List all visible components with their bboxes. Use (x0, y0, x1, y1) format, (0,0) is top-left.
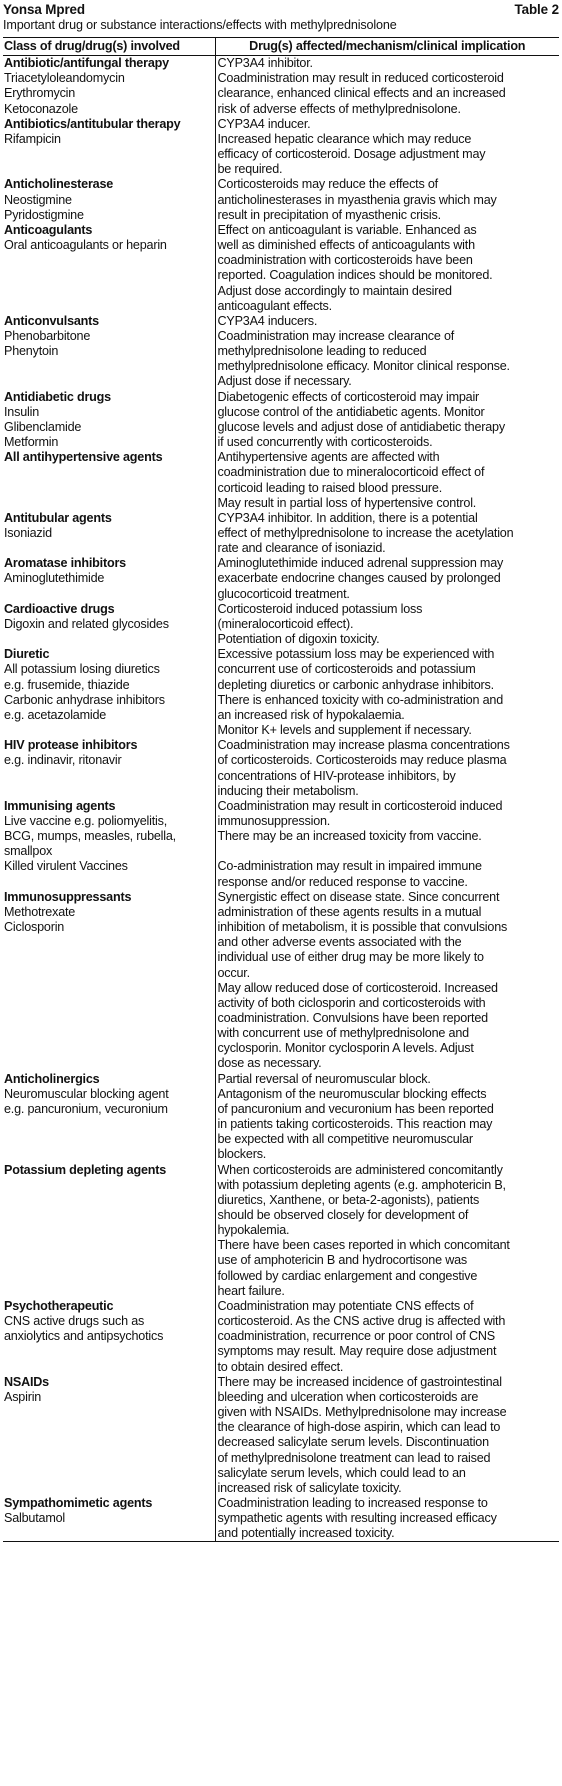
drug-name: Carbonic anhydrase inhibitors (4, 692, 165, 707)
drug-name: Metformin (4, 435, 59, 450)
drug-class-cell (3, 556, 215, 601)
drug-name: Aspirin (4, 1389, 42, 1404)
implication-line: given with NSAIDs. Methylprednisolone may increase (217, 1405, 507, 1420)
implication-cell (215, 799, 559, 890)
drug-name: anxiolytics and antipsychotics (4, 1329, 164, 1344)
implication-cell (215, 1299, 559, 1375)
implication-line: exacerbate endocrine changes caused by prolonged (217, 571, 501, 586)
implication-line: methylprednisolone efficacy. Monitor clinical response. (217, 359, 510, 374)
implication-line: Corticosteroids may reduce the effects of (217, 177, 438, 192)
implication-line: inhibition of metabolism, it is possible that convulsions (217, 920, 508, 935)
implication-line: anticoagulant effects. (217, 298, 332, 313)
implication-line: increased risk of salicylate toxicity. (217, 1480, 402, 1495)
implication-cell (215, 511, 559, 556)
implication-line: be expected with all competitive neuromuscular (217, 1132, 473, 1147)
table-row (3, 511, 559, 556)
implication-line: glucose levels and adjust dose of antidiabetic therapy (217, 419, 505, 434)
implication-line: an increased risk of hypokalaemia. (217, 707, 405, 722)
implication-cell (215, 56, 559, 117)
implication-line: blockers. (217, 1147, 267, 1162)
table-row (3, 738, 559, 799)
implication-line: There have been cases reported in which concomitant (217, 1238, 510, 1253)
drug-name: Pyridostigmine (4, 207, 84, 222)
implication-cell (215, 602, 559, 647)
drug-name: CNS active drugs such as (4, 1314, 145, 1329)
implication-line: corticoid leading to raised blood pressure. (217, 480, 443, 495)
implication-cell (215, 647, 559, 738)
implication-line: There is enhanced toxicity with co-administration and (217, 692, 504, 707)
implication-line: coadministration with corticosteroids have been (217, 253, 473, 268)
drug-name: Erythromycin (4, 86, 76, 101)
implication-line: Potentiation of digoxin toxicity. (217, 632, 380, 647)
implication-cell (215, 1163, 559, 1299)
table-row (3, 799, 559, 890)
drug-class-name: Anticholinesterase (4, 177, 114, 192)
implication-line: heart failure. (217, 1283, 285, 1298)
implication-line: There may be increased incidence of gastrointestinal (217, 1374, 502, 1389)
drug-class-name: Psychotherapeutic (4, 1298, 114, 1313)
drug-class-name: Aromatase inhibitors (4, 556, 126, 571)
drug-name: Killed virulent Vaccines (4, 859, 128, 874)
implication-line: concurrent use of corticosteroids and potassium (217, 662, 476, 677)
implication-cell (215, 1496, 559, 1542)
interactions-table (3, 37, 559, 1542)
implication-cell (215, 556, 559, 601)
implication-line: coadministration due to mineralocorticoid effect of (217, 465, 485, 480)
table-label: Table 2 (514, 2, 559, 17)
implication-line: bleeding and ulceration when corticosteroids are (217, 1389, 479, 1404)
implication-line: rate and clearance of isoniazid. (217, 541, 386, 556)
implication-line: be required. (217, 162, 283, 177)
table-body (3, 56, 559, 1542)
implication-line: efficacy of corticosteroid. Dosage adjustment may (217, 147, 486, 162)
table-row (3, 647, 559, 738)
implication-line: Co-administration may result in impaired immune (217, 859, 482, 874)
implication-line: response and/or reduced response to vaccine. (217, 874, 468, 889)
implication-line: Adjust dose accordingly to maintain desired (217, 283, 452, 298)
drug-class-name: NSAIDs (4, 1374, 49, 1389)
implication-cell (215, 1072, 559, 1163)
drug-class-name: Antibiotics/antitubular therapy (4, 116, 181, 131)
drug-class-cell (3, 314, 215, 390)
implication-cell (215, 223, 559, 314)
implication-cell (215, 390, 559, 451)
drug-class-name: Diuretic (4, 647, 50, 662)
implication-line: use of amphotericin B and hydrocortisone was (217, 1253, 468, 1268)
implication-line: glucose control of the antidiabetic agents. Monitor (217, 404, 485, 419)
table-row (3, 314, 559, 390)
implication-line: well as diminished effects of anticoagulants with (217, 238, 475, 253)
implication-line: Adjust dose if necessary. (217, 374, 352, 389)
implication-line: with concurrent use of methylprednisolone and (217, 1026, 469, 1041)
line-gap (218, 844, 560, 859)
table-row (3, 177, 559, 222)
table-row (3, 890, 559, 1072)
drug-name: Isoniazid (4, 526, 52, 540)
drug-name: Ketoconazole (4, 101, 78, 116)
implication-cell (215, 314, 559, 390)
implication-line: decreased salicylate serum levels. Discontinuation (217, 1435, 489, 1450)
table-header-row (3, 38, 559, 56)
drug-class-cell (3, 390, 215, 451)
table-row (3, 556, 559, 601)
implication-line: if used concurrently with corticosteroids. (217, 435, 433, 450)
implication-line: clearance, enhanced clinical effects and an increased (217, 86, 506, 101)
table-row (3, 117, 559, 178)
implication-line: result in precipitation of myasthenic crisis. (217, 207, 441, 222)
implication-line: of methylprednisolone treatment can lead to raised (217, 1450, 491, 1465)
implication-line: should be observed closely for development of (217, 1208, 469, 1223)
implication-line: Aminoglutethimide induced adrenal suppression may (217, 556, 504, 571)
implication-line: Antagonism of the neuromuscular blocking effects (217, 1086, 487, 1101)
drug-class-cell (3, 738, 215, 799)
drug-name: Oral anticoagulants or heparin (4, 238, 167, 253)
implication-line: Coadministration leading to increased response to (217, 1495, 488, 1510)
implication-line: May result in partial loss of hypertensive control. (217, 495, 477, 510)
implication-line: of corticosteroids. Corticosteroids may reduce plasma (217, 753, 507, 768)
implication-line: (mineralocorticoid effect). (217, 616, 354, 631)
implication-line: Antihypertensive agents are affected with (217, 450, 440, 465)
drug-class-name: Antitubular agents (4, 510, 112, 525)
drug-class-name: All antihypertensive agents (4, 450, 163, 465)
implication-cell (215, 450, 559, 511)
implication-line: cyclosporin. Monitor cyclosporin A levels. Adjust (217, 1041, 474, 1056)
implication-line: Coadministration may result in corticosteroid induced (217, 798, 503, 813)
implication-line: CYP3A4 inhibitor. (217, 56, 313, 71)
document-header (3, 2, 559, 18)
drug-name: Digoxin and related glycosides (4, 616, 169, 631)
drug-class-cell (3, 223, 215, 314)
implication-line: followed by cardiac enlargement and congestive (217, 1268, 478, 1283)
implication-line: diuretics, Xanthene, or beta-2-agonists), patients (217, 1192, 480, 1207)
drug-class-name: Sympathomimetic agents (4, 1495, 153, 1510)
drug-name: Triacetyloleandomycin (4, 71, 125, 86)
implication-line: coadministration, recurrence or poor control of CNS (217, 1329, 495, 1344)
implication-line: Effect on anticoagulant is variable. Enhanced as (217, 222, 477, 237)
drug-name: Glibenclamide (4, 419, 82, 434)
implication-line: occur. (217, 965, 250, 980)
table-row (3, 1072, 559, 1163)
implication-line: CYP3A4 inhibitor. In addition, there is a potential (217, 510, 478, 525)
implication-line: anticholinesterases in myasthenia gravis which may (217, 192, 497, 207)
implication-line: effect of methylprednisolone to increase the acetylation (217, 526, 514, 540)
implication-line: concentrations of HIV-protease inhibitors, by (217, 768, 456, 783)
implication-line: corticosteroid. As the CNS active drug is affected with (217, 1314, 506, 1329)
column-header-class: Class of drug/drug(s) involved (3, 38, 215, 56)
table-row (3, 1163, 559, 1299)
drug-name: Methotrexate (4, 904, 76, 919)
drug-name: smallpox (4, 844, 53, 859)
drug-name: Live vaccine e.g. poliomyelitis, (4, 813, 167, 828)
table-row (3, 223, 559, 314)
drug-name: Insulin (4, 404, 40, 419)
implication-line: Coadministration may result in reduced corticosteroid (217, 71, 504, 86)
drug-class-cell (3, 1496, 215, 1542)
implication-cell (215, 890, 559, 1072)
drug-class-name: Anticonvulsants (4, 313, 99, 328)
table-row (3, 390, 559, 451)
implication-line: reported. Coagulation indices should be monitored. (217, 268, 493, 283)
table-row (3, 1375, 559, 1496)
drug-name: e.g. frusemide, thiazide (4, 677, 130, 692)
implication-line: Excessive potassium loss may be experienced with (217, 647, 495, 662)
implication-line: and potentially increased toxicity. (217, 1526, 395, 1541)
implication-line: administration of these agents results in a mutual (217, 904, 482, 919)
implication-line: the clearance of high-dose aspirin, which can lead to (217, 1420, 501, 1435)
drug-class-cell (3, 799, 215, 890)
implication-line: symptoms may result. May require dose adjustment (217, 1344, 497, 1359)
drug-name: Neostigmine (4, 192, 72, 207)
drug-class-cell (3, 117, 215, 178)
table-row (3, 1496, 559, 1542)
implication-line: dose as necessary. (217, 1056, 322, 1071)
table-row (3, 602, 559, 647)
implication-line: CYP3A4 inducer. (217, 116, 311, 131)
implication-line: May allow reduced dose of corticosteroid. Increased (217, 980, 498, 995)
drug-name: All potassium losing diuretics (4, 662, 160, 677)
implication-line: Synergistic effect on disease state. Since concurrent (217, 889, 500, 904)
implication-line: of pancuronium and vecuronium has been reported (217, 1101, 494, 1116)
table-subtitle: Important drug or substance interactions/effects with methylprednisolone (3, 18, 397, 32)
implication-cell (215, 738, 559, 799)
drug-class-name: Anticoagulants (4, 222, 93, 237)
implication-line: inducing their metabolism. (217, 783, 359, 798)
drug-class-cell (3, 450, 215, 511)
implication-line: Coadministration may increase plasma concentrations (217, 738, 510, 753)
drug-class-cell (3, 890, 215, 1072)
implication-line: hypokalemia. (217, 1223, 290, 1238)
implication-line: and other adverse events associated with the (217, 935, 462, 950)
drug-name: Phenytoin (4, 344, 59, 359)
implication-line: Coadministration may increase clearance of (217, 328, 455, 343)
drug-class-cell (3, 56, 215, 117)
drug-name: e.g. pancuronium, vecuronium (4, 1101, 168, 1116)
implication-line: Partial reversal of neuromuscular block. (217, 1071, 431, 1086)
drug-class-name: Antidiabetic drugs (4, 389, 111, 404)
implication-line: to obtain desired effect. (217, 1359, 344, 1374)
implication-line: Corticosteroid induced potassium loss (217, 601, 423, 616)
drug-class-cell (3, 1072, 215, 1163)
implication-line: immunosuppression. (217, 813, 331, 828)
implication-cell (215, 177, 559, 222)
implication-line: Coadministration may potentiate CNS effects of (217, 1298, 474, 1313)
drug-class-name: HIV protease inhibitors (4, 738, 138, 753)
drug-class-cell (3, 1163, 215, 1299)
implication-line: glucocorticoid treatment. (217, 586, 350, 601)
implication-line: individual use of either drug may be more likely to (217, 950, 484, 965)
drug-name: Ciclosporin (4, 920, 65, 935)
implication-line: activity of both ciclosporin and corticosteroids with (217, 995, 486, 1010)
drug-class-name: Immunosuppressants (4, 889, 132, 904)
implication-line: salicylate serum levels, which could lead to an (217, 1465, 466, 1480)
implication-cell (215, 117, 559, 178)
drug-class-cell (3, 511, 215, 556)
drug-name: e.g. acetazolamide (4, 707, 107, 722)
implication-line: in patients taking corticosteroids. This reaction may (217, 1117, 493, 1132)
drug-class-cell (3, 602, 215, 647)
drug-class-cell (3, 1299, 215, 1375)
implication-line: methylprednisolone leading to reduced (217, 344, 427, 359)
implication-line: Increased hepatic clearance which may reduce (217, 131, 472, 146)
drug-class-name: Cardioactive drugs (4, 601, 115, 616)
drug-class-name: Antibiotic/antifungal therapy (4, 56, 169, 71)
drug-class-cell (3, 177, 215, 222)
drug-class-cell (3, 647, 215, 738)
drug-class-name: Immunising agents (4, 798, 116, 813)
table-row (3, 450, 559, 511)
implication-line: with potassium depleting agents (e.g. amphotericin B, (217, 1177, 506, 1192)
drug-class-name: Potassium depleting agents (4, 1162, 167, 1177)
implication-line: There may be an increased toxicity from vaccine. (217, 829, 482, 844)
drug-name: Salbutamol (4, 1511, 66, 1526)
drug-class-name: Anticholinergics (4, 1071, 100, 1086)
drug-name: Neuromuscular blocking agent (4, 1086, 169, 1101)
drug-name: Phenobarbitone (4, 328, 91, 343)
implication-cell (215, 1375, 559, 1496)
drug-name: Aminoglutethimide (4, 571, 105, 586)
table-row (3, 1299, 559, 1375)
drug-name: BCG, mumps, measles, rubella, (4, 829, 176, 844)
implication-line: When corticosteroids are administered concomitantly (217, 1162, 503, 1177)
implication-line: depleting diuretics or carbonic anhydrase inhibitors. (217, 677, 494, 692)
implication-line: risk of adverse effects of methylprednisolone. (217, 101, 461, 116)
implication-line: sympathetic agents with resulting increased efficacy (217, 1511, 497, 1526)
implication-line: Diabetogenic effects of corticosteroid may impair (217, 389, 480, 404)
drug-name: e.g. indinavir, ritonavir (4, 753, 122, 768)
implication-line: Monitor K+ levels and supplement if necessary. (217, 723, 472, 738)
brand-title: Yonsa Mpred (3, 2, 85, 17)
table-row (3, 56, 559, 117)
drug-name: Rifampicin (4, 131, 61, 146)
implication-line: coadministration. Convulsions have been reported (217, 1010, 488, 1025)
column-header-implication: Drug(s) affected/mechanism/clinical implication (215, 38, 559, 56)
implication-line: CYP3A4 inducers. (217, 313, 318, 328)
drug-class-cell (3, 1375, 215, 1496)
